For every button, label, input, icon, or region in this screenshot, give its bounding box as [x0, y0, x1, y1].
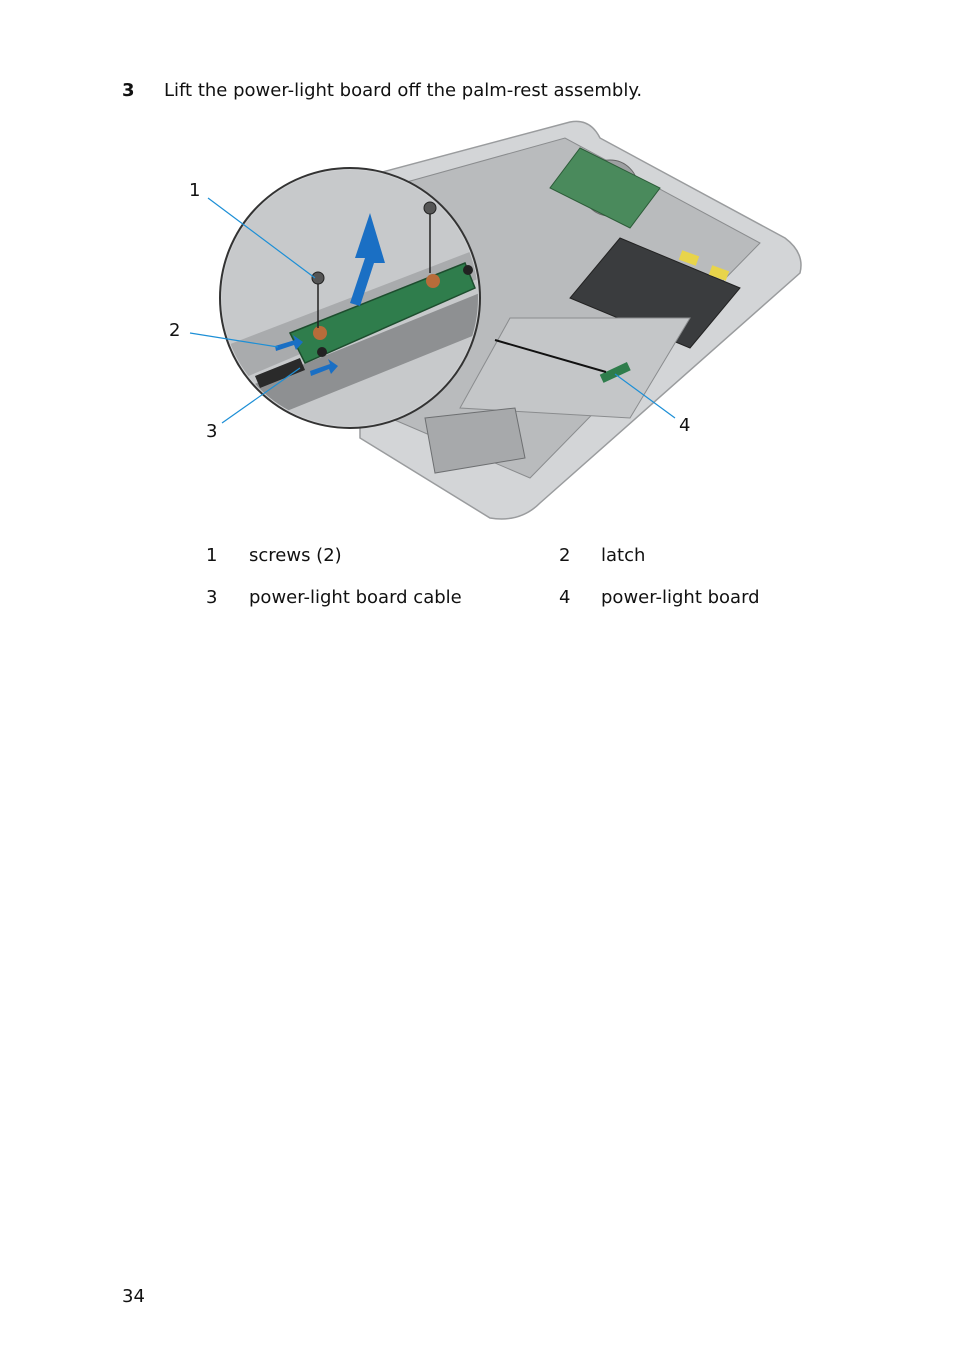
legend-label: latch: [601, 545, 646, 566]
legend-number: 4: [559, 587, 571, 608]
legend-number: 1: [206, 545, 218, 566]
legend-row: [206, 587, 826, 629]
callout-1: 1: [189, 180, 201, 201]
legend-number: 3: [206, 587, 218, 608]
legend-label: power-light board: [601, 587, 760, 608]
legend-label: power-light board cable: [249, 587, 462, 608]
step-instruction: Lift the power-light board off the palm-rest assembly.: [164, 80, 643, 101]
legend-label: screws (2): [249, 545, 342, 566]
callout-2: 2: [169, 320, 181, 341]
callout-legend: [206, 545, 826, 629]
callout-4: 4: [679, 415, 691, 436]
callout-3: 3: [206, 421, 218, 442]
screw-left: [312, 272, 324, 284]
step-number: 3: [122, 80, 135, 101]
illustration-figure: [160, 118, 810, 528]
legend-row: [206, 545, 826, 587]
page-number: 34: [122, 1286, 145, 1307]
legend-number: 2: [559, 545, 571, 566]
power-light-board-illustration: [160, 118, 810, 528]
screw-right: [424, 202, 436, 214]
